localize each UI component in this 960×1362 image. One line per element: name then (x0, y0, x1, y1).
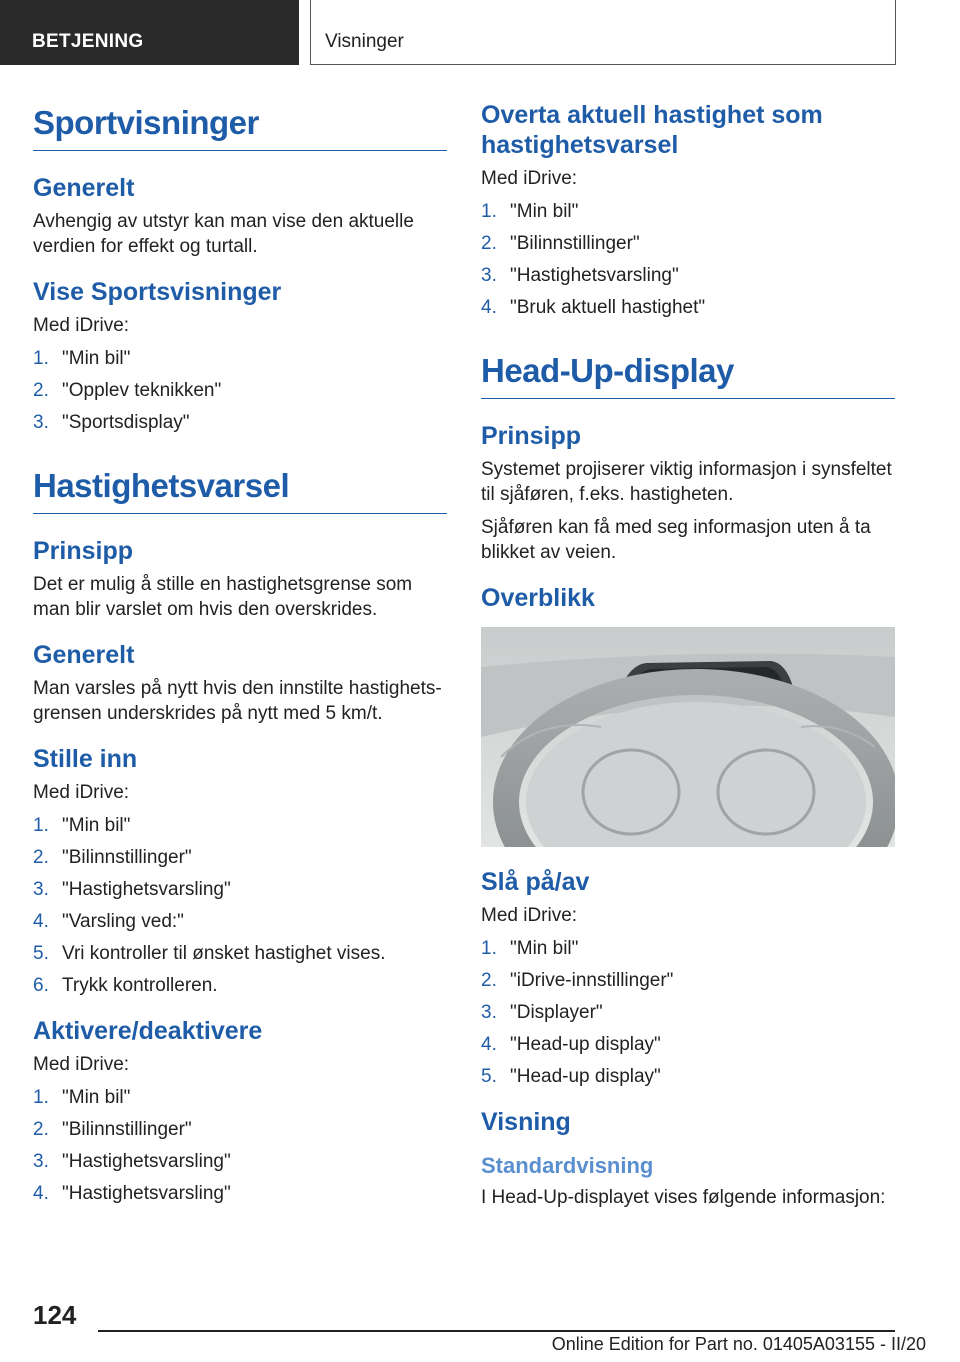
hv-generelt-text: Man varsles på nytt hvis den innstilte hastighetsgrensen underskrides på nytt med 5 km/t. (33, 678, 442, 724)
list-item: 3. "Hastighetsvarsling" (33, 879, 231, 900)
header-section: BETJENING (0, 0, 299, 65)
sport-generelt-heading: Generelt (33, 174, 135, 202)
list-item: 1. "Min bil" (481, 938, 579, 959)
page-number: 124 (33, 1300, 77, 1330)
list-item: 6. Trykk kontrolleren. (33, 975, 218, 996)
list-item: 5. "Head-up display" (481, 1066, 661, 1087)
stille-inn-intro: Med iDrive: (33, 782, 130, 803)
list-item: 3. "Hastighetsvarsling" (481, 265, 679, 286)
list-item: 3. "Hastighetsvarsling" (33, 1151, 231, 1172)
list-item: 5. Vri kontroller til ønsket hastighet vises. (33, 943, 386, 964)
list-item: 4. "Hastighetsvarsling" (33, 1183, 231, 1204)
list-item: 2. "Bilinnstillinger" (33, 1119, 192, 1140)
footer-edition: Online Edition for Part no. 01405A03155 - II/20 (551, 1334, 926, 1354)
hastighetsvarsel-title: Hastighetsvarsel (33, 463, 447, 514)
right-column (481, 100, 895, 1218)
sportvisninger-title: Sportvisninger (33, 100, 447, 151)
overta-heading: Overta aktuell hastighet som hastighetsvarsel (481, 101, 823, 159)
sla-heading: Slå på/av (481, 868, 590, 896)
list-item: 4. "Bruk aktuell hastighet" (481, 297, 706, 318)
stille-inn-steps (33, 813, 447, 998)
list-item: 2. "Bilinnstillinger" (33, 847, 192, 868)
hv-generelt-heading: Generelt (33, 641, 135, 669)
list-item: 2. "iDrive-innstillinger" (481, 970, 674, 991)
footer-divider (98, 1330, 895, 1332)
hud-dashboard-illustration (481, 627, 895, 847)
hud-title: Head-Up-display (481, 348, 895, 399)
sport-generelt-text: Avhengig av utstyr kan man vise den aktuelle verdien for effekt og turtall. (33, 211, 414, 257)
list-item: 1. "Min bil" (33, 815, 131, 836)
overblikk-heading: Overblikk (481, 584, 595, 612)
header-chapter: Visninger (310, 0, 896, 65)
overta-steps (481, 199, 895, 320)
aktivere-heading: Aktivere/deaktivere (33, 1017, 263, 1045)
standardvisning-heading: Standardvisning (481, 1153, 654, 1178)
list-item: 2. "Opplev teknikken" (33, 380, 222, 401)
visning-heading: Visning (481, 1108, 571, 1136)
standardvisning-text: I Head-Up-displayet vises følgende informasjon: (481, 1187, 886, 1208)
vise-sport-heading: Vise Sportsvisninger (33, 278, 282, 306)
stille-inn-heading: Stille inn (33, 745, 138, 773)
list-item: 2. "Bilinnstillinger" (481, 233, 640, 254)
left-column (33, 100, 447, 1213)
list-item: 1. "Min bil" (33, 348, 131, 369)
vise-sport-steps (33, 346, 447, 435)
hud-prinsipp-heading: Prinsipp (481, 422, 582, 450)
vise-sport-intro: Med iDrive: (33, 315, 130, 336)
hv-prinsipp-text: Det er mulig å stille en hastighetsgrense som man blir varslet om hvis den overskrides. (33, 574, 413, 620)
sla-intro: Med iDrive: (481, 905, 578, 926)
sla-steps (481, 936, 895, 1089)
list-item: 3. "Displayer" (481, 1002, 603, 1023)
overta-intro: Med iDrive: (481, 168, 578, 189)
list-item: 3. "Sportsdisplay" (33, 412, 190, 433)
hud-prinsipp-text-2: Sjåføren kan få med seg informasjon uten å ta blikket av veien. (481, 517, 871, 563)
list-item: 1. "Min bil" (481, 201, 579, 222)
list-item: 4. "Varsling ved:" (33, 911, 184, 932)
aktivere-intro: Med iDrive: (33, 1054, 130, 1075)
hud-prinsipp-text-1: Systemet projiserer viktig informasjon i synsfeltet til sjåføren, f.eks. hastigheten. (481, 459, 892, 505)
list-item: 4. "Head-up display" (481, 1034, 661, 1055)
list-item: 1. "Min bil" (33, 1087, 131, 1108)
aktivere-steps (33, 1085, 447, 1206)
hv-prinsipp-heading: Prinsipp (33, 537, 134, 565)
